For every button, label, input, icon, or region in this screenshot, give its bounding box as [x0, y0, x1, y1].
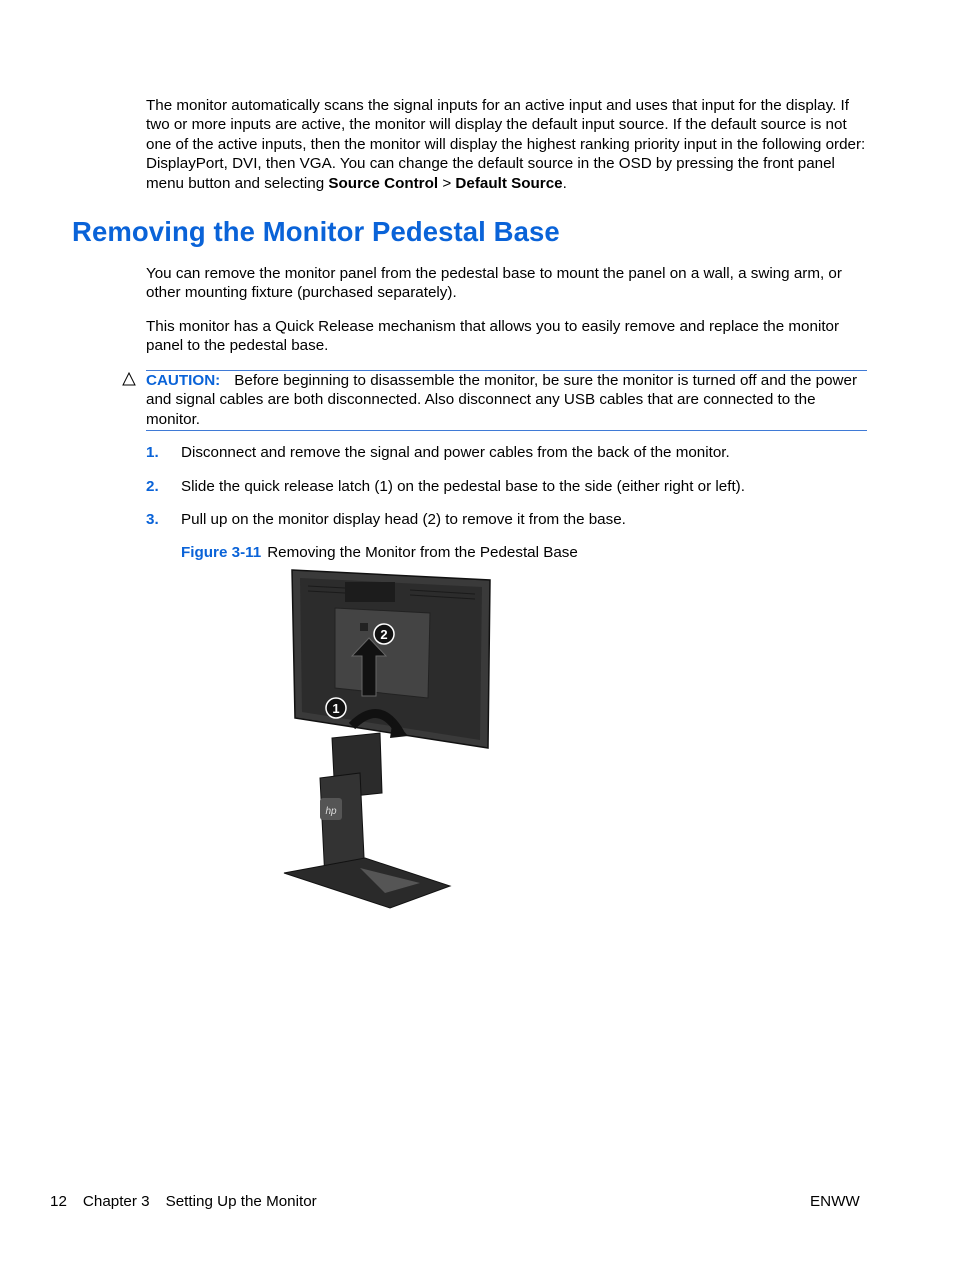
step-text: Slide the quick release latch (1) on the pedestal base to the side (either right or left).	[181, 478, 745, 495]
figure-caption	[181, 544, 578, 561]
step-number: 3.	[146, 511, 159, 528]
caution-label: CAUTION:	[146, 372, 221, 389]
footer-code: ENWW	[810, 1193, 860, 1210]
caution-triangle-icon	[122, 372, 136, 386]
figure-label: Figure 3-11	[181, 544, 262, 561]
chapter-title: Setting Up the Monitor	[165, 1193, 317, 1210]
caution-box	[146, 370, 867, 431]
intro-paragraph: The monitor automatically scans the signal inputs for an active input and uses that input for the display. If two or more inputs are active, the monitor will display the default input source. If the default source is not one of the active inputs, then the monitor will display the highest ranking priority input in the following order: DisplayPort, DVI, then VGA. You can change the default source in the OSD by pressing the front panel menu button and selecting Source Control > Default Source.	[146, 97, 866, 192]
step-number: 2.	[146, 478, 159, 495]
source-control-term: Source Control	[328, 174, 439, 192]
figure-caption-text: Removing the Monitor from the Pedestal Base	[267, 544, 578, 561]
svg-text:hp: hp	[325, 806, 337, 817]
step-number: 1.	[146, 444, 159, 461]
default-source-term: Default Source	[455, 174, 563, 192]
chapter-label: Chapter 3	[82, 1193, 150, 1210]
callout-2: 2	[380, 627, 388, 642]
section-heading: Removing the Monitor Pedestal Base	[72, 216, 560, 247]
step-text: Disconnect and remove the signal and power cables from the back of the monitor.	[181, 444, 730, 461]
monitor-removal-illustration	[280, 568, 495, 913]
quick-release-paragraph: This monitor has a Quick Release mechanism that allows you to easily remove and replace the monitor panel to the pedestal base.	[146, 318, 840, 355]
step-text: Pull up on the monitor display head (2) to remove it from the base.	[181, 511, 626, 528]
page-number: 12	[50, 1193, 67, 1210]
caution-text: Before beginning to disassemble the monitor, be sure the monitor is turned off and the power and signal cables are both disconnected. Also disconnect any USB cables that are connected to the monitor.	[146, 372, 858, 428]
callout-1: 1	[332, 701, 340, 716]
page-footer	[50, 1193, 333, 1210]
removal-paragraph: You can remove the monitor panel from the pedestal base to mount the panel on a wall, a swing arm, or other mounting fixture (purchased separately).	[146, 265, 842, 302]
